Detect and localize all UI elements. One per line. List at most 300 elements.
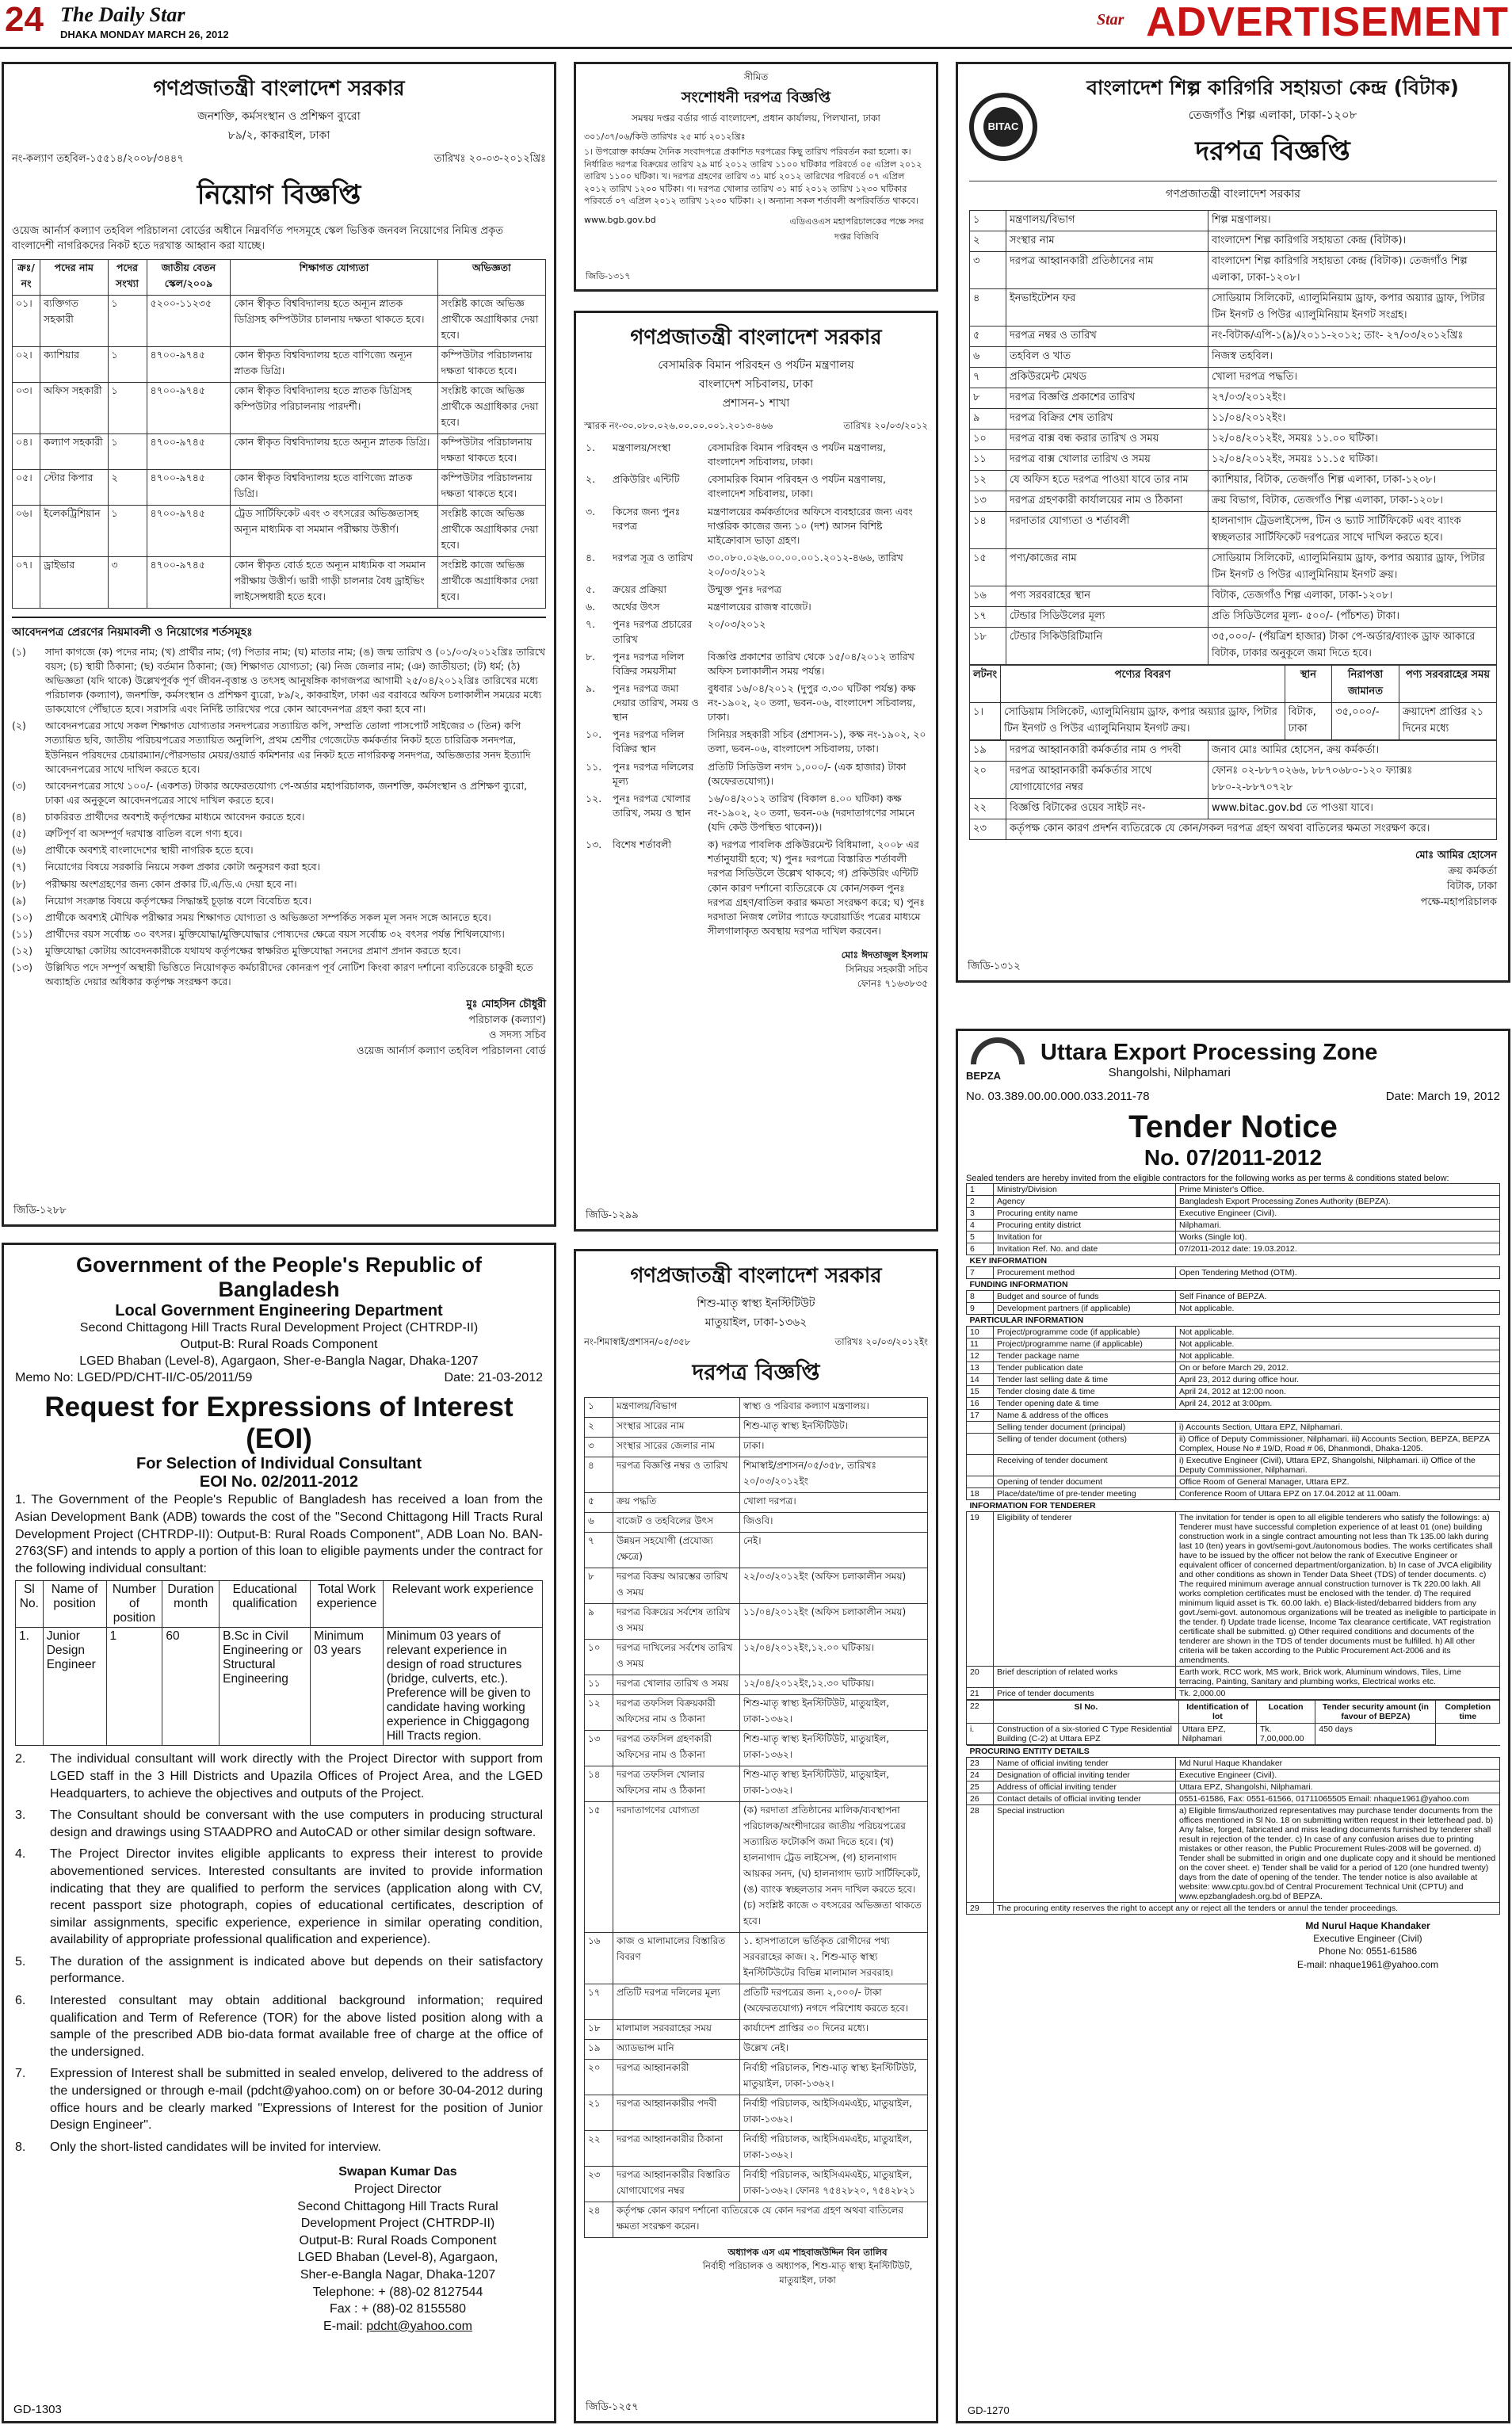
ad6-date: তারিখঃ ২০/০৩/২০১২ইং bbox=[834, 1336, 928, 1347]
row-key: Tender closing date & time bbox=[994, 1386, 1176, 1398]
row-value: Md Nurul Haque Khandaker bbox=[1176, 1758, 1500, 1770]
ad7-sign-name: Md Nurul Haque Khandaker bbox=[1305, 1920, 1430, 1931]
row-number: ৮ bbox=[585, 1568, 613, 1604]
ad1-memo-line bbox=[12, 151, 546, 168]
row-value: Uttara EPZ, Shangolshi, Nilphamari. bbox=[1176, 1782, 1500, 1793]
table-cell: ৪৭০০-৯৭৪৫ bbox=[147, 556, 231, 608]
row-number: ৭ bbox=[585, 1533, 613, 1568]
table-row bbox=[585, 2040, 928, 2060]
row-key: Place/date/time of pre-tender meeting bbox=[994, 1488, 1176, 1500]
row-value: বিজ্ঞপ্তি প্রকাশের তারিখ থেকে ১৫/০৪/২০১২ তারিখ অফিস চলাকালীন সময় পর্যন্ত। bbox=[708, 650, 914, 677]
row-value: Not applicable. bbox=[1176, 1303, 1500, 1315]
ad5-col-header: Relevant work experience bbox=[383, 1581, 542, 1628]
table-row bbox=[584, 680, 928, 726]
table-row bbox=[967, 1339, 1500, 1350]
ad6-title: গণপ্রজাতন্ত্রী বাংলাদেশ সরকার bbox=[630, 1264, 882, 1288]
rule-text: ত্রুটিপূর্ণ বা অসম্পূর্ণ দরখাস্ত বাতিল বলে গণ্য হবে। bbox=[45, 827, 242, 840]
row-number: ৪ bbox=[585, 1457, 613, 1493]
table-cell: ২ bbox=[108, 469, 147, 505]
ad5-gd-number: GD-1303 bbox=[13, 2403, 62, 2416]
table-row bbox=[970, 741, 1497, 762]
table-cell: ইলেকট্রিশিয়ান bbox=[40, 505, 108, 556]
paragraph-text: The individual consultant will work directly with the Project Director with support from LGED staff in the 3 Hill Districts and Upazila Offices of Project Area, and the LGED Headquarters, to achieve the objectives and outputs of the Project. bbox=[50, 1752, 543, 1801]
row-value: বেসামরিক বিমান পরিবহন ও পর্যটন মন্ত্রণালয়, বাংলাদেশ সচিবালয়, ঢাকা। bbox=[708, 441, 887, 468]
table-cell: কোন স্বীকৃত বিশ্ববিদ্যালয় হতে বাণিজ্যে অন্যূন স্নাতক ডিগ্রি। bbox=[231, 346, 437, 382]
lot-col-header: Tender security amount (in favour of BEPZA) bbox=[1315, 1701, 1436, 1724]
ad5-eoi-no: EOI No. 02/2011-2012 bbox=[199, 1473, 359, 1491]
ad1-signature bbox=[12, 997, 546, 1059]
row-number: 10 bbox=[967, 1327, 994, 1339]
table-row bbox=[970, 388, 1497, 409]
row-key: পণ্য/কাজের নাম bbox=[1006, 549, 1208, 586]
row-key: Designation of official inviting tender bbox=[994, 1770, 1176, 1782]
row-key: দরপত্র তফসিল খোলার অফিসের নাম ও ঠিকানা bbox=[613, 1766, 740, 1802]
bitac-logo-icon: BITAC bbox=[969, 93, 1037, 161]
row-key: কর্তৃপক্ষ কোন কারণ দর্শানো ব্যতিরেকে যে কোন দরপত্র গ্রহণ অথবা বাতিলের ক্ষমতা সংরক্ষণ করেন। bbox=[613, 2202, 928, 2238]
row-number bbox=[967, 1434, 994, 1455]
ad1-col-header: অভিজ্ঞতা bbox=[437, 259, 545, 295]
table-row bbox=[584, 758, 928, 790]
table-cell: কোন স্বীকৃত বিশ্ববিদ্যালয় হতে অন্যূন স্নাতক ডিগ্রি। bbox=[231, 433, 437, 469]
section-title: ADVERTISEMENT bbox=[1146, 0, 1509, 45]
rule-item bbox=[12, 960, 546, 989]
table-cell: কম্পিউটার পরিচালনায় দক্ষতা থাকতে হবে। bbox=[437, 469, 545, 505]
rule-number: (৯) bbox=[12, 894, 26, 907]
row-value: বুধবার ১৬/০৪/২০১২ (দুপুর ৩.৩০ ঘটিকা পর্যন্ত) কক্ষ নং-১৯০২, ২০ তলা, ভবন-০৬, বাংলাদেশ সচিবালয়, ঢাকা। bbox=[708, 682, 916, 724]
lot-cell: Tk. 7,00,000.00 bbox=[1257, 1724, 1315, 1745]
table-row bbox=[967, 1267, 1500, 1279]
rule-text: নিয়োগ সংক্রান্ত বিষয়ে কর্তৃপক্ষের সিদ্ধান্তই চূড়ান্ত বলে বিবেচিত হবে। bbox=[45, 894, 311, 907]
table-row bbox=[13, 346, 546, 382]
section-header: INFORMATION FOR TENDERER bbox=[967, 1500, 1500, 1512]
lot-cell: Uttara EPZ, Nilphamari bbox=[1178, 1724, 1256, 1745]
row-number: ১. bbox=[586, 441, 596, 453]
row-number: ৫ bbox=[585, 1493, 613, 1513]
row-key: Tender last selling date & time bbox=[994, 1374, 1176, 1386]
ad5-memo: Memo No: LGED/PD/CHT-II/C-05/2011/59 bbox=[15, 1371, 253, 1385]
table-cell: ড্রাইভার bbox=[40, 556, 108, 608]
table-cell: স্টোর কিপার bbox=[40, 469, 108, 505]
row-key: দরপত্র আহ্বানকারীর বিস্তারিত যোগাযোগের নম্বর bbox=[613, 2167, 740, 2202]
ad1-col-header: পদের সংখ্যা bbox=[108, 259, 147, 295]
numbered-paragraph bbox=[15, 1807, 543, 1841]
ad1-heading: নিয়োগ বিজ্ঞপ্তি bbox=[197, 179, 361, 211]
ad7-email[interactable]: E-mail: nhaque1961@yahoo.com bbox=[1296, 1958, 1439, 1970]
table-cell: ১ bbox=[108, 382, 147, 433]
lot-cell: i. bbox=[967, 1724, 994, 1745]
row-value: বিটাক, তেজগাঁও শিল্প এলাকা, ঢাকা-১২০৮। bbox=[1208, 586, 1497, 607]
table-row bbox=[585, 2095, 928, 2131]
ad5-col-header: Sl No. bbox=[16, 1581, 44, 1628]
ad3-office: বাংলাদেশ সচিবালয়, ঢাকা bbox=[698, 378, 814, 391]
numbered-paragraph bbox=[15, 2139, 543, 2156]
table-row bbox=[967, 1184, 1500, 1196]
table-row bbox=[967, 1434, 1500, 1455]
ad4-sign-title2: বিটাক, ঢাকা bbox=[1446, 880, 1497, 892]
row-key: Name & address of the offices bbox=[994, 1410, 1500, 1422]
table-row bbox=[584, 439, 928, 471]
rule-item bbox=[12, 894, 546, 908]
table-row bbox=[967, 1422, 1500, 1434]
table-row bbox=[970, 819, 1497, 840]
table-row bbox=[970, 762, 1497, 799]
row-number: ১৮ bbox=[970, 628, 1006, 665]
ad-lged-eoi bbox=[2, 1243, 556, 2423]
row-number: 21 bbox=[967, 1688, 994, 1700]
ad6-sign-title: নির্বাহী পরিচালক ও অধ্যাপক, শিশু-মাতৃ স্বাস্থ্য ইনস্টিটিউট, মাতুয়াইল, ঢাকা bbox=[702, 2260, 913, 2286]
ad1-col-header: পদের নাম bbox=[40, 259, 108, 295]
row-number bbox=[967, 1455, 994, 1476]
row-number: ১০ bbox=[585, 1640, 613, 1675]
table-row bbox=[13, 505, 546, 556]
ad7-tender-no: No. 07/2011-2012 bbox=[1144, 1145, 1323, 1170]
row-key: Opening of tender document bbox=[994, 1476, 1176, 1488]
rule-number: (১২) bbox=[12, 945, 32, 957]
ad5-col-header: Number of position bbox=[106, 1581, 162, 1628]
rule-number: (১) bbox=[12, 645, 26, 658]
row-key: দরদাতাগণের যোগ্যতা bbox=[613, 1802, 740, 1933]
ad6-office: শিশু-মাতৃ স্বাস্থ্য ইনস্টিটিউট bbox=[697, 1297, 815, 1310]
row-number: ১১. bbox=[586, 760, 602, 773]
table-row bbox=[970, 289, 1497, 327]
ad2-sub: সমন্বয় দপ্তর বর্ডার গার্ড বাংলাদেশ, প্রধান কার্যালয়, পিলখানা, ঢাকা bbox=[632, 113, 880, 124]
rule-text: সাদা কাগজে (ক) পদের নাম; (খ) প্রার্থীর নাম; (গ) পিতার নাম; (ঘ) মাতার নাম; (ঙ) জন্ম তারিখ ও (০১/০৩/২০১২খ্রিঃ তারিখে বয়স; (চ) স্থায়ী ঠিকানা; (ছ) বর্তমান ঠিকানা; (জ) শিক্ষাগত যোগ্যতা; (ঝ) নিজ জেলার নাম; (ঞ) জাতীয়তা; (ট) ধর্ম; (ঠ) অভিজ্ঞতা (যদি থাকে) উল্লেখপূর্বক পূর্ণ জীবন-বৃত্তান্ত ও তৎসহ আনুষঙ্গিক কাগজপত্র আগামী ২৫/০৪/২০১২খ্রিঃ তারিখের মধ্যে পরিচালক (কল্যাণ), জনশক্তি, কর্মসংস্থান ও প্রশিক্ষণ ব্যুরো, ৮৯/২, কাকরাইল, ঢাকা এর বরাবরে অফিস চলাকালীন সময়ের মধ্যে ডাকযোগে পৌঁছাতে হবে। সরাসরি এবং নির্দিষ্ট তারিখের পরে কোন আবেদনপত্র গ্রহণ করা হবে না। bbox=[45, 645, 545, 716]
paragraph-number: 6. bbox=[15, 1994, 26, 2008]
section-header: PROCURING ENTITY DETAILS bbox=[967, 1746, 1500, 1758]
section-header: FUNDING INFORMATION bbox=[967, 1279, 1500, 1291]
numbered-paragraph bbox=[15, 1751, 543, 1802]
row-key: দরপত্র তফসিল বিক্রয়কারী অফিসের নাম ও ঠিকানা bbox=[613, 1695, 740, 1731]
row-value: April 24, 2012 at 3:00pm. bbox=[1176, 1398, 1500, 1410]
ad5-dept: Local Government Engineering Department bbox=[115, 1302, 443, 1319]
ad1-rules-list bbox=[12, 645, 546, 990]
table-row bbox=[13, 433, 546, 469]
row-number: ১৬ bbox=[585, 1933, 613, 1984]
row-value: ১২/০৪/২০১২ইং,১২.০০ ঘটিকায়। bbox=[740, 1640, 928, 1675]
table-cell: কোন স্বীকৃত বিশ্ববিদ্যালয় হতে বাণিজ্যে স্নাতক ডিগ্রি। bbox=[231, 469, 437, 505]
row-key: দরপত্র বিক্রির শেষ তারিখ bbox=[1006, 409, 1208, 430]
rule-text: পরীক্ষায় অংশগ্রহণের জন্য কোন প্রকার টি.এ/ডি.এ দেয়া হবে না। bbox=[45, 877, 297, 890]
table-cell: সংশ্লিষ্ট কাজে অভিজ্ঞ প্রার্থীকে অগ্রাধিকার দেয়া হবে। bbox=[437, 295, 545, 346]
numbered-paragraph bbox=[15, 2065, 543, 2133]
row-value: নির্বাহী পরিচালক, আইসিএমএইচ, মাতুয়াইল, ঢাকা-১৩৬২। bbox=[740, 2095, 928, 2131]
rule-text: চাকরিরত প্রার্থীদের অবশ্যই কর্তৃপক্ষের মাধ্যমে আবেদন করতে হবে। bbox=[45, 811, 305, 823]
row-value: শিশু-মাতৃ স্বাস্থ্য ইনস্টিটিউট, মাতুয়াইল, ঢাকা-১৩৬২। bbox=[740, 1766, 928, 1802]
ad5-cell: 1. bbox=[16, 1628, 44, 1746]
table-row bbox=[967, 1327, 1500, 1339]
row-number: ১৭ bbox=[970, 607, 1006, 628]
row-key: প্রতিটি দরপত্র দলিলের মূল্য bbox=[613, 1984, 740, 2020]
row-value: প্রতিটি দরপত্রের জন্য ২,০০০/- টাকা (অফেরতযোগ্য) নগদে পরিশোধ করতে হবে। bbox=[740, 1984, 928, 2020]
row-value: April 23, 2012 during office hour. bbox=[1176, 1374, 1500, 1386]
lot-cell: ১। bbox=[970, 703, 1001, 740]
row-value: ঢাকা। bbox=[740, 1438, 928, 1457]
ad1-sign-title2: ও সদস্য সচিব bbox=[488, 1029, 546, 1042]
row-number: ১৪ bbox=[970, 512, 1006, 549]
ad7-lot-table bbox=[966, 1700, 1500, 1745]
table-cell: ০৪। bbox=[13, 433, 40, 469]
paragraph-number: 5. bbox=[15, 1954, 26, 1969]
ad4-sign-name: মোঃ আমির হোসেন bbox=[1415, 850, 1497, 861]
row-number: 4 bbox=[967, 1220, 994, 1232]
table-row bbox=[967, 1805, 1500, 1903]
row-key: দরপত্র বিক্রয়ের সর্বশেষ তারিখ ও সময় bbox=[613, 1604, 740, 1640]
row-value: নির্বাহী পরিচালক, শিশু-মাতৃ স্বাস্থ্য ইনস্টিটিউট, মাতুয়াইল, ঢাকা-১৩৬২। bbox=[740, 2060, 928, 2095]
table-row bbox=[584, 598, 928, 616]
row-number: 24 bbox=[967, 1770, 994, 1782]
row-key: দরপত্র বিজ্ঞপ্তি প্রকাশের তারিখ bbox=[1006, 388, 1208, 409]
ad5-sign-line: LGED Bhaban (Level-8), Agargaon, bbox=[297, 2251, 498, 2265]
ad-uepz-tender bbox=[956, 1029, 1510, 2423]
row-number: ৭. bbox=[586, 618, 596, 631]
row-key: Price of tender documents bbox=[994, 1688, 1176, 1700]
row-number: ১১ bbox=[970, 450, 1006, 471]
row-value: ক্রয় বিভাগ, বিটাক, তেজগাঁও শিল্প এলাকা, ঢাকা-১২০৮। bbox=[1208, 491, 1497, 512]
row-key: পুনঃ দরপত্র প্রচারের তারিখ bbox=[613, 618, 693, 645]
row-number: ২২ bbox=[585, 2131, 613, 2167]
ad3-branch: প্রশাসন-১ শাখা bbox=[722, 397, 790, 410]
row-value: উন্মুক্ত পুনঃ দরপত্র bbox=[708, 583, 782, 596]
row-number: ১৩. bbox=[586, 838, 602, 851]
row-number: ১০ bbox=[970, 430, 1006, 450]
table-row bbox=[585, 1731, 928, 1766]
row-value: Nilphamari. bbox=[1176, 1220, 1500, 1232]
ad4-details-table-2 bbox=[969, 740, 1497, 840]
row-key: Selling tender document (principal) bbox=[994, 1422, 1176, 1434]
table-row bbox=[970, 471, 1497, 491]
ad-icmh-tender bbox=[574, 1249, 938, 2423]
ad5-project: Second Chittagong Hill Tracts Rural Development Project (CHTRDP-II) bbox=[79, 1321, 479, 1335]
table-row bbox=[585, 1675, 928, 1695]
row-key: Budget and source of funds bbox=[994, 1291, 1176, 1303]
ad5-address: LGED Bhaban (Level-8), Agargaon, Sher-e-Bangla Nagar, Dhaka-1207 bbox=[79, 1354, 479, 1368]
rule-text: প্রার্থীদের বয়স সর্বোচ্চ ৩০ বৎসর। মুক্তিযোদ্ধা/মুক্তিযোদ্ধার পোষ্যদের ক্ষেত্রে বয়স সর্বোচ্চ ৩২ বৎসর পর্যন্ত শিথিলযোগ্য। bbox=[45, 927, 505, 940]
table-row bbox=[967, 1758, 1500, 1770]
row-key: পুনঃ দরপত্র খোলার তারিখ, সময় ও স্থান bbox=[613, 792, 691, 819]
table-cell: ০৩। bbox=[13, 382, 40, 433]
row-value: Prime Minister's Office. bbox=[1176, 1184, 1500, 1196]
ad3-memo: স্মারক নং-৩০.০৮০.০২৬.০০.০০.০০১.২০১৩-৪৬৬ bbox=[584, 420, 773, 431]
row-number: 15 bbox=[967, 1386, 994, 1398]
row-number: ৮. bbox=[586, 650, 596, 663]
ad1-office: জনশক্তি, কর্মসংস্থান ও প্রশিক্ষণ ব্যুরো bbox=[197, 110, 361, 123]
row-value: Not applicable. bbox=[1176, 1350, 1500, 1362]
ad7-gd-number: GD-1270 bbox=[968, 2404, 1010, 2416]
row-key: ক্রয় পদ্ধতি bbox=[613, 1493, 740, 1513]
lot-cell: ক্রয়াদেশ প্রাপ্তির ২১ দিনের মধ্যে bbox=[1399, 703, 1496, 740]
ad4-sign-title1: ক্রয় কর্মকর্তা bbox=[1448, 865, 1497, 877]
table-cell: সংশ্লিষ্ট কাজে অভিজ্ঞ প্রার্থীকে অগ্রাধিকার দেয়া হবে। bbox=[437, 505, 545, 556]
row-number: ২ bbox=[585, 1418, 613, 1438]
table-row bbox=[967, 1398, 1500, 1410]
row-key: দরপত্র বিক্রয় আরম্ভের তারিখ ও সময় bbox=[613, 1568, 740, 1604]
table-row bbox=[967, 1279, 1500, 1291]
row-value: ২০/০৩/২০১২ bbox=[708, 618, 766, 631]
row-value: (ক) দরদাতা প্রতিষ্ঠানের মালিক/ব্যবস্থাপনা পরিচালক/অংশীদারের জাতীয় পরিচয়পত্রের সত্যায়িত ফটোকপি জমা দিতে হবে। (খ) হালনাগাদ ট্রেড লাইসেন্স, (গ) হালনাগাদ আয়কর সনদ, (ঘ) হালনাগাদ ভ্যাট সার্টিফিকেট, (ঙ) ব্যাংক স্বচ্ছলতার সনদ দাখিল করতে হবে। (চ) সংশ্লিষ্ট কাজে ৩ বৎসরের অভিজ্ঞতা থাকতে হবে। bbox=[740, 1802, 928, 1933]
row-value: Self Finance of BEPZA. bbox=[1176, 1291, 1500, 1303]
rule-text: প্রার্থীকে অবশ্যই বাংলাদেশের স্থায়ী নাগরিক হতে হবে। bbox=[45, 844, 254, 857]
table-cell: অফিস সহকারী bbox=[40, 382, 108, 433]
row-key: Project/programme code (if applicable) bbox=[994, 1327, 1176, 1339]
row-number: ৫. bbox=[586, 583, 596, 596]
row-key: দরপত্র আহ্বানকারীর ঠিকানা bbox=[613, 2131, 740, 2167]
table-row bbox=[970, 607, 1497, 628]
rule-text: আবেদনপত্রের সাথে সকল শিক্ষাগত যোগ্যতার সনদপত্রের সত্যায়িত কপি, সম্প্রতি তোলা পাসপোর্ট সাইজের ৩ (তিন) কপি সত্যায়িত ছবি, জাতীয় পরিচয়পত্রের সত্যায়িত অনুলিপি, প্রথম শ্রেণীর গেজেটেড কর্মকর্তার নিকট হতে চারিত্রিক সনদপত্র, ইউনিয়ন পরিষদের চেয়ারম্যান/পৌরসভার মেয়র/ওয়ার্ড কমিশনার এর নিকট হতে নাগরিকত্ব সনদপত্র, অভিজ্ঞতার সনদ ইত্যাদি আবেদনপত্রের সাথে দাখিল করতে হবে। bbox=[45, 720, 531, 775]
row-number: ৭ bbox=[970, 368, 1006, 388]
rule-text: উল্লিখিত পদে সম্পূর্ণ অস্থায়ী ভিত্তিতে নিয়োগকৃত কর্মচারীদের কোনরূপ পূর্ব নোটিশ কিংবা কারণ দর্শানো ব্যতিরেকে চাকুরী হতে অব্যাহতি দেয়ার অধিকার কর্তৃপক্ষ সংরক্ষণ করে। bbox=[45, 961, 533, 988]
rule-item bbox=[12, 911, 546, 925]
ad6-heading: দরপত্র বিজ্ঞপ্তি bbox=[692, 1359, 820, 1385]
table-row bbox=[967, 1793, 1500, 1805]
row-key: Name of official inviting tender bbox=[994, 1758, 1176, 1770]
paragraph-number: 8. bbox=[15, 2140, 26, 2154]
ad5-cell: Minimum 03 years of relevant experience in design of road structures (bridge, culverts, etc.). Preference will be given to candidate having working experience in Chiggagong Hill Tracts region. bbox=[383, 1628, 542, 1746]
paragraph-text: Interested consultant may obtain additional background information; required qualification and Term of Reference (TOR) for the above listed position along with a sample of the prescribed ADB bio-data format available free of charge at the office of the undersigned. bbox=[50, 1994, 543, 2059]
lot-cell: Construction of a six-storied C Type Residential Building (C-2) at Uttara EPZ bbox=[994, 1724, 1179, 1745]
ad7-phone: Phone No: 0551-61586 bbox=[1318, 1946, 1418, 1957]
ad3-details-table bbox=[584, 439, 928, 940]
row-number: ৮ bbox=[970, 388, 1006, 409]
row-key: ইনভাইটেশন ফর bbox=[1006, 289, 1208, 327]
row-value: Conference Room of Uttara EPZ on 17.04.2012 at 11.00am. bbox=[1176, 1488, 1500, 1500]
row-number: ৬ bbox=[970, 347, 1006, 368]
paragraph-text: Expression of Interest shall be submitted in sealed envelop, delivered to the address of the undersigned or through e-mail (pdcht@yahoo.com) on or before 30-04-2012 during office hours and be clearly marked "Expressions of Interest for the position of Junior Design Engineer". bbox=[50, 2067, 543, 2133]
lot-col-header: পণ্য সরবরাহের সময় bbox=[1399, 666, 1496, 703]
table-cell: ০২। bbox=[13, 346, 40, 382]
table-row bbox=[967, 1303, 1500, 1315]
ad6-details-table bbox=[584, 1397, 928, 2238]
row-key: অ্যাডভান্স মানি bbox=[613, 2040, 740, 2060]
row-value: শিল্প মন্ত্রণালয়। bbox=[1208, 211, 1497, 231]
rule-number: (৩) bbox=[12, 779, 26, 792]
ad5-date: Date: 21-03-2012 bbox=[444, 1371, 543, 1385]
table-cell: ১ bbox=[108, 505, 147, 556]
paragraph-text: The Consultant should be conversant with the use computers in producing structural design and drawings using STAADPRO and AutoCAD or other similar design software. bbox=[50, 1808, 543, 1839]
row-value: ১২/০৪/২০১২ইং, সময়ঃ ১১.১৫ ঘটিকা। bbox=[1208, 450, 1497, 471]
lot-col-header: Completion time bbox=[1436, 1701, 1500, 1724]
row-key: দরপত্র গ্রহণকারী কার্যালয়ের নাম ও ঠিকানা bbox=[1006, 491, 1208, 512]
rule-item bbox=[12, 810, 546, 824]
row-key: মন্ত্রণালয়/সংস্থা bbox=[613, 441, 671, 453]
ad2-memo: ৩০১/৩৭/০৬/কিউ তারিখঃ ২৫ মার্চ ২০১২খ্রিঃ bbox=[584, 132, 746, 142]
row-number: ৬. bbox=[586, 601, 596, 613]
ad6-sign-name: অধ্যাপক এস এম শাহবাজউদ্দিন বিন তালিব bbox=[727, 2247, 888, 2258]
row-number: ১৮ bbox=[585, 2020, 613, 2040]
row-value: মন্ত্রণালয়ের কর্মকর্তাদের অফিসে ব্যবহারের জন্য এবং দাপ্তরিক কাজের জন্য ১০ (দশ) আসন বিশিষ্ট মাইক্রোবাস ভাড়া গ্রহণ। bbox=[708, 505, 913, 546]
ad2-title: সংশোধনী দরপত্র বিজ্ঞপ্তি bbox=[681, 89, 831, 106]
ad3-sign-title: সিনিয়র সহকারী সচিব bbox=[846, 964, 928, 975]
numbered-paragraph bbox=[15, 1992, 543, 2060]
row-number: 25 bbox=[967, 1782, 994, 1793]
ad-recruitment-notice bbox=[2, 62, 556, 1227]
row-number: 26 bbox=[967, 1793, 994, 1805]
ad-bitac-tender bbox=[956, 62, 1510, 983]
table-row bbox=[970, 586, 1497, 607]
row-number: ৪ bbox=[970, 289, 1006, 327]
row-key: দরপত্র নম্বর ও তারিখ bbox=[1006, 327, 1208, 347]
page-number: 24 bbox=[5, 0, 44, 39]
row-value: ক) দরপত্র পাবলিক প্রকিউরমেন্ট বিধিমালা, ২০০৮ এর শর্তানুযায়ী হবে; খ) পুনঃ দরপত্রে বিস্তারিত শর্তাবলী দরপত্র সিডিউলে উল্লেখ থাকবে; গ) প্রকিউরিং এন্টিটি কোন কারণ দর্শানো ব্যতিরেকে যে কোন/সকল পুনঃ দরপত্র গ্রহণ/বাতিল করার ক্ষমতা সংরক্ষণ করে; ঘ) পুনঃ দরদাতা নিজস্ব লেটার প্যাডে ফরোয়ার্ডিং পত্রের মাধ্যমে সীলগালাকৃত অবস্থায় দরপত্র দাখিল করবেন। bbox=[708, 838, 925, 937]
table-row bbox=[585, 1984, 928, 2020]
row-value: সিনিয়র সহকারী সচিব (প্রশাসন-১), কক্ষ নং-১৯০২, ২০ তলা, ভবন-০৬, বাংলাদেশ সচিবালয়, ঢাকা। bbox=[708, 728, 926, 755]
lot-col-header: নিরাপত্তা জামানত bbox=[1332, 666, 1399, 703]
row-key: Invitation Ref. No. and date bbox=[994, 1243, 1176, 1255]
ad7-memo-line bbox=[966, 1090, 1500, 1103]
row-key: সংস্থার সারের জেলার নাম bbox=[613, 1438, 740, 1457]
lot-col-header: স্থান bbox=[1285, 666, 1331, 703]
ad5-email-link[interactable]: pdcht@yahoo.com bbox=[366, 2319, 472, 2333]
table-row bbox=[585, 1933, 928, 1984]
row-value: Not applicable. bbox=[1176, 1327, 1500, 1339]
row-number: ২০ bbox=[585, 2060, 613, 2095]
ad5-cell: 1 bbox=[106, 1628, 162, 1746]
table-row bbox=[970, 628, 1497, 665]
row-number: ৫ bbox=[970, 327, 1006, 347]
row-number: ১৩ bbox=[585, 1731, 613, 1766]
row-key: The procuring entity reserves the right to accept any or reject all the tenders or annul the tender proceedings. bbox=[994, 1903, 1500, 1915]
table-row bbox=[585, 2202, 928, 2238]
table-row bbox=[967, 1243, 1500, 1255]
row-key: Development partners (if applicable) bbox=[994, 1303, 1176, 1315]
row-value: প্রতি সিডিউলের মূল্য- ৫০০/- (পাঁচশত) টাকা। bbox=[1208, 607, 1497, 628]
row-number: ২১ bbox=[585, 2095, 613, 2131]
row-value: ফোনঃ ০২-৮৮৭০২৬৬, ৮৮৭০৬৮০-১২০ ফ্যাক্সঃ ৮৮০-২-৮৮৭০৭২৮ bbox=[1208, 762, 1497, 799]
row-key: দরপত্র আহ্বানকারীর পদবী bbox=[613, 2095, 740, 2131]
lot-cell: সোডিয়াম সিলিকেট, এ্যালুমিনিয়াম ড্রাফ, কপার অয়্যার ড্রাফ, পিটার টিন ইনগট ও পিউর এ্যালুমিনিয়াম ইনগট ক্রয়। bbox=[1001, 703, 1285, 740]
row-key: মন্ত্রণালয়/বিভাগ bbox=[613, 1398, 740, 1418]
table-row bbox=[970, 799, 1497, 819]
row-value: মন্ত্রণালয়ের রাজস্ব বাজেট। bbox=[708, 601, 811, 613]
ad5-cell: Minimum 03 years bbox=[311, 1628, 384, 1746]
row-number: ৩ bbox=[585, 1438, 613, 1457]
row-number: 16 bbox=[967, 1398, 994, 1410]
table-row bbox=[967, 1410, 1500, 1422]
ad7-intro: Sealed tenders are hereby invited from the eligible contractors for the following works as per terms & conditions stated below: bbox=[966, 1174, 1449, 1183]
row-key: Tender package name bbox=[994, 1350, 1176, 1362]
ad5-output: Output-B: Rural Roads Component bbox=[180, 1337, 378, 1351]
ad3-phone: ফোনঃ ৭১৬৩৮৩৫ bbox=[857, 978, 928, 989]
rule-item bbox=[12, 843, 546, 857]
paragraph-text: The Project Director invites eligible applicants to express their interest to provide abovementioned services. Interested consultants are invited to provide information indicating that they are qualified to perform the services (application along with CV, recent passport size photograph, copies of educational certificates, description of similar assignments, specific experience, experience in similar operating condition, availability of appropriate professional qualification and experience). bbox=[50, 1847, 543, 1947]
row-value: কার্যাদেশ প্রাপ্তির ৩০ দিনের মধ্যে। bbox=[740, 2020, 928, 2040]
ad1-sign-title1: পরিচালক (কল্যাণ) bbox=[468, 1014, 546, 1026]
row-number: ২ bbox=[970, 231, 1006, 252]
row-number: ২৩ bbox=[970, 819, 1006, 840]
row-value: April 24, 2012 at 12:00 noon. bbox=[1176, 1386, 1500, 1398]
row-number: 1 bbox=[967, 1184, 994, 1196]
row-key: Tender publication date bbox=[994, 1362, 1176, 1374]
row-value: খোলা দরপত্র পদ্ধতি। bbox=[1208, 368, 1497, 388]
ad1-sign-name: মুঃ মোহসিন চৌধুরী bbox=[466, 999, 546, 1011]
table-row bbox=[584, 581, 928, 598]
row-number: ৯. bbox=[586, 682, 596, 694]
ad2-website-link[interactable]: www.bgb.gov.bd bbox=[584, 215, 656, 226]
rule-item bbox=[12, 827, 546, 841]
rule-number: (৫) bbox=[12, 827, 26, 840]
row-key: Procuring entity name bbox=[994, 1208, 1176, 1220]
ad5-sign-line: Telephone: + (88)-02 8127544 bbox=[312, 2285, 483, 2299]
ad4-signature bbox=[969, 848, 1497, 910]
table-row bbox=[585, 1695, 928, 1731]
table-row bbox=[584, 648, 928, 680]
row-key: সংস্থার সারের নাম bbox=[613, 1418, 740, 1438]
table-row bbox=[584, 726, 928, 758]
ad3-title: গণপ্রজাতন্ত্রী বাংলাদেশ সরকার bbox=[630, 326, 882, 349]
row-number: 3 bbox=[967, 1208, 994, 1220]
table-row bbox=[970, 252, 1497, 289]
table-cell: কোন স্বীকৃত বিশ্ববিদ্যালয় হতে স্নাতক ডিগ্রিসহ কম্পিউটার পরিচালনায় পারদর্শী। bbox=[231, 382, 437, 433]
table-row bbox=[970, 347, 1497, 368]
